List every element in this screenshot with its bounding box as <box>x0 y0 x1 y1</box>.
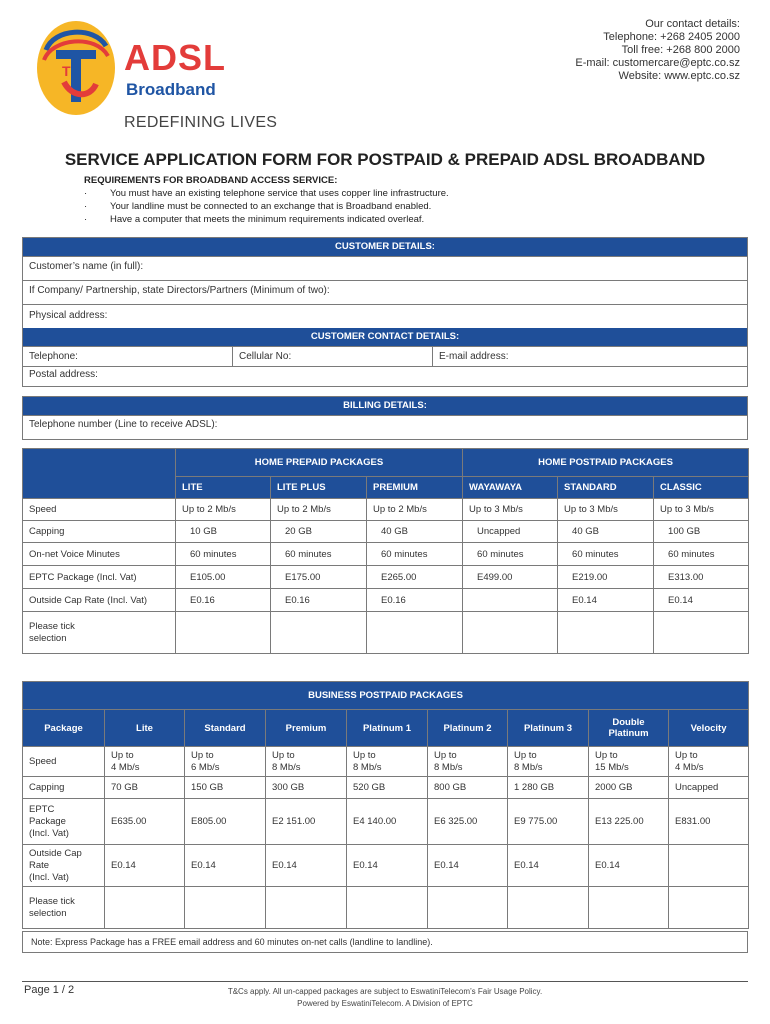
package-name: LITE PLUS <box>271 477 367 499</box>
speed-cell <box>428 747 508 777</box>
price-cell: E313.00 <box>654 566 749 589</box>
row-label <box>23 799 105 845</box>
speed-cell: Up to 2 Mb/s <box>271 499 367 521</box>
row-label: Speed <box>23 747 105 777</box>
cap-rate-cell: E0.14 <box>266 845 347 887</box>
price-cell: E4 140.00 <box>347 799 428 845</box>
cap-rate-cell: E0.14 <box>428 845 508 887</box>
minutes-cell: 60 minutes <box>463 543 558 566</box>
speed-line: 15 Mb/s <box>595 761 629 773</box>
row-label: On-net Voice Minutes <box>23 543 176 566</box>
price-cell: E265.00 <box>367 566 463 589</box>
speed-cell <box>347 747 428 777</box>
speed-line: Up to <box>191 749 214 761</box>
speed-line: 4 Mb/s <box>675 761 704 773</box>
cap-rate-cell <box>669 845 749 887</box>
capping-cell: 2000 GB <box>589 777 669 799</box>
package-name: STANDARD <box>558 477 654 499</box>
speed-cell <box>589 747 669 777</box>
capping-cell: Uncapped <box>463 521 558 543</box>
speed-line: 8 Mb/s <box>514 761 543 773</box>
table-row <box>23 845 749 887</box>
tagline: REDEFINING LIVES <box>124 114 278 131</box>
billing-details-section <box>22 396 748 440</box>
package-name: Platinum 2 <box>428 710 508 747</box>
minutes-cell: 60 minutes <box>367 543 463 566</box>
home-prepaid-header: HOME PREPAID PACKAGES <box>176 449 463 477</box>
table-row <box>23 747 749 777</box>
tick-cell-lite[interactable] <box>105 887 185 929</box>
page-number: Page 1 / 2 <box>24 984 75 996</box>
package-name: PREMIUM <box>367 477 463 499</box>
speed-line: Up to <box>675 749 698 761</box>
package-name: Lite <box>105 710 185 747</box>
requirements-title: REQUIREMENTS FOR BROADBAND ACCESS SERVICE: <box>84 175 338 186</box>
price-cell: E9 775.00 <box>508 799 589 845</box>
package-name: CLASSIC <box>654 477 749 499</box>
capping-cell: 520 GB <box>347 777 428 799</box>
tick-label-line: selection <box>29 632 67 644</box>
capping-cell: 100 GB <box>654 521 749 543</box>
tick-row <box>23 612 749 654</box>
home-corner-cell <box>23 449 176 499</box>
cap-rate-cell: E0.14 <box>558 589 654 612</box>
price-cell: E13 225.00 <box>589 799 669 845</box>
capping-cell: 40 GB <box>367 521 463 543</box>
cap-rate-cell: E0.16 <box>367 589 463 612</box>
cap-rate-cell: E0.14 <box>508 845 589 887</box>
contact-block <box>575 18 740 83</box>
logo-letter: T <box>62 63 71 79</box>
footer-text <box>0 986 770 1010</box>
row-label: Capping <box>23 777 105 799</box>
tick-cell-classic[interactable] <box>654 612 749 654</box>
row-label-line: (Incl. Vat) <box>29 871 69 883</box>
requirements <box>84 174 449 226</box>
cap-rate-cell: E0.14 <box>347 845 428 887</box>
row-label-line: Package <box>29 815 66 827</box>
row-label: Capping <box>23 521 176 543</box>
physical-address-field[interactable]: Physical address: <box>23 304 747 328</box>
tick-cell-platinum-2[interactable] <box>428 887 508 929</box>
minutes-cell: 60 minutes <box>654 543 749 566</box>
speed-cell <box>185 747 266 777</box>
tick-cell-platinum-3[interactable] <box>508 887 589 929</box>
business-header: BUSINESS POSTPAID PACKAGES <box>23 682 749 710</box>
price-cell: E831.00 <box>669 799 749 845</box>
tick-cell-standard[interactable] <box>185 887 266 929</box>
speed-line: Up to <box>595 749 618 761</box>
requirement-item: · You must have an existing telephone service that uses copper line infrastructure. <box>84 187 449 200</box>
billing-telephone-field[interactable]: Telephone number (Line to receive ADSL): <box>23 415 747 439</box>
speed-line: Up to <box>272 749 295 761</box>
table-row <box>23 521 749 543</box>
speed-cell <box>266 747 347 777</box>
speed-cell: Up to 3 Mb/s <box>558 499 654 521</box>
speed-cell <box>105 747 185 777</box>
speed-line: 4 Mb/s <box>111 761 140 773</box>
tick-cell-lite-plus[interactable] <box>271 612 367 654</box>
row-label-line: Outside Cap <box>29 847 82 859</box>
package-name: Standard <box>185 710 266 747</box>
cap-rate-cell: E0.16 <box>176 589 271 612</box>
telephone-field[interactable]: Telephone: <box>23 347 233 366</box>
email-field[interactable]: E-mail address: <box>439 351 509 362</box>
package-name: Velocity <box>669 710 749 747</box>
customer-details-section <box>22 237 748 387</box>
speed-line: Up to <box>514 749 537 761</box>
adsl-logo-icon <box>36 20 116 116</box>
price-cell: E635.00 <box>105 799 185 845</box>
package-name: WAYAWAYA <box>463 477 558 499</box>
package-name: Platinum 1 <box>347 710 428 747</box>
express-note: Note: Express Package has a FREE email address and 60 minutes on-net calls (landline to landline). <box>22 931 748 953</box>
capping-cell: Uncapped <box>669 777 749 799</box>
row-label-line: Rate <box>29 859 50 871</box>
contact-telephone: Telephone: +268 2405 2000 <box>603 31 740 43</box>
price-cell: E175.00 <box>271 566 367 589</box>
tick-cell-double-platinum[interactable] <box>589 887 669 929</box>
speed-cell <box>508 747 589 777</box>
speed-line: 8 Mb/s <box>272 761 301 773</box>
capping-cell: 70 GB <box>105 777 185 799</box>
contact-tollfree: Toll free: +268 800 2000 <box>621 44 740 56</box>
speed-cell <box>669 747 749 777</box>
package-name: Double Platinum <box>589 710 669 747</box>
minutes-cell: 60 minutes <box>176 543 271 566</box>
form-title: SERVICE APPLICATION FORM FOR POSTPAID & PREPAID ADSL BROADBAND <box>64 150 706 169</box>
requirement-item: · Have a computer that meets the minimum requirements indicated overleaf. <box>84 213 449 226</box>
speed-line: Up to <box>434 749 457 761</box>
postal-address-field[interactable]: Postal address: <box>23 366 747 386</box>
contact-title: Our contact details: <box>645 18 740 30</box>
cap-rate-cell: E0.16 <box>271 589 367 612</box>
price-cell: E219.00 <box>558 566 654 589</box>
minutes-cell: 60 minutes <box>558 543 654 566</box>
package-name: Platinum 3 <box>508 710 589 747</box>
capping-cell: 150 GB <box>185 777 266 799</box>
cap-rate-cell <box>463 589 558 612</box>
package-name: Premium <box>266 710 347 747</box>
table-row <box>23 589 749 612</box>
tick-cell-premium[interactable] <box>266 887 347 929</box>
cap-rate-cell: E0.14 <box>105 845 185 887</box>
speed-line: 8 Mb/s <box>434 761 463 773</box>
cap-rate-cell: E0.14 <box>589 845 669 887</box>
row-label: EPTC Package (Incl. Vat) <box>23 566 176 589</box>
home-postpaid-header: HOME POSTPAID PACKAGES <box>463 449 749 477</box>
tick-cell-platinum-1[interactable] <box>347 887 428 929</box>
speed-cell: Up to 3 Mb/s <box>654 499 749 521</box>
speed-cell: Up to 2 Mb/s <box>176 499 271 521</box>
table-row <box>23 799 749 845</box>
speed-line: 8 Mb/s <box>353 761 382 773</box>
price-cell: E499.00 <box>463 566 558 589</box>
tick-cell-lite[interactable] <box>176 612 271 654</box>
contact-email[interactable]: E-mail: customercare@eptc.co.sz <box>575 57 740 69</box>
row-label <box>23 845 105 887</box>
company-directors-field[interactable]: If Company/ Partnership, state Directors/Partners (Minimum of two): <box>23 280 747 304</box>
table-row <box>23 566 749 589</box>
capping-cell: 20 GB <box>271 521 367 543</box>
capping-cell: 1 280 GB <box>508 777 589 799</box>
price-cell: E2 151.00 <box>266 799 347 845</box>
minutes-cell: 60 minutes <box>271 543 367 566</box>
capping-cell: 10 GB <box>176 521 271 543</box>
speed-cell: Up to 2 Mb/s <box>367 499 463 521</box>
price-cell: E805.00 <box>185 799 266 845</box>
speed-cell: Up to 3 Mb/s <box>463 499 558 521</box>
speed-line: Up to <box>353 749 376 761</box>
speed-line: 6 Mb/s <box>191 761 220 773</box>
package-column-header: Package <box>23 710 105 747</box>
contact-website[interactable]: Website: www.eptc.co.sz <box>618 70 740 82</box>
row-label: Speed <box>23 499 176 521</box>
capping-cell: 40 GB <box>558 521 654 543</box>
package-name: LITE <box>176 477 271 499</box>
capping-cell: 300 GB <box>266 777 347 799</box>
tick-cell-velocity[interactable] <box>669 887 749 929</box>
billing-details-header: BILLING DETAILS: <box>23 397 747 415</box>
tick-label-line: selection <box>29 907 67 919</box>
price-cell: E105.00 <box>176 566 271 589</box>
table-row <box>23 543 749 566</box>
tick-label <box>23 612 176 654</box>
tick-cell-wayawaya[interactable] <box>463 612 558 654</box>
table-row <box>23 499 749 521</box>
tick-row <box>23 887 749 929</box>
requirement-item: · Your landline must be connected to an exchange that is Broadband enabled. <box>84 200 449 213</box>
footer-powered: Powered by EswatiniTelecom. A Division of EPTC <box>297 999 473 1008</box>
customer-details-header: CUSTOMER DETAILS: <box>23 238 747 256</box>
price-cell: E6 325.00 <box>428 799 508 845</box>
brand-sub: Broadband <box>126 80 216 99</box>
speed-line: Up to <box>111 749 134 761</box>
tick-label-line: Please tick <box>29 620 75 632</box>
cap-rate-cell: E0.14 <box>185 845 266 887</box>
row-label: Outside Cap Rate (Incl. Vat) <box>23 589 176 612</box>
home-packages-table <box>22 448 749 654</box>
contact-details-header: CUSTOMER CONTACT DETAILS: <box>23 328 747 346</box>
business-packages-table <box>22 681 749 929</box>
table-row <box>23 777 749 799</box>
tick-label-line: Please tick <box>29 895 75 907</box>
row-label-line: (Incl. Vat) <box>29 827 69 839</box>
cellular-field[interactable]: Cellular No: <box>233 347 433 366</box>
cap-rate-cell: E0.14 <box>654 589 749 612</box>
tick-label <box>23 887 105 929</box>
business-package-names-row <box>23 710 749 747</box>
footer-divider <box>22 981 748 982</box>
footer-terms: T&Cs apply. All un-capped packages are subject to EswatiniTelecom’s Fair Usage Policy. <box>227 987 543 996</box>
tick-cell-premium[interactable] <box>367 612 463 654</box>
customer-name-field[interactable]: Customer’s name (in full): <box>23 256 747 280</box>
row-label-line: EPTC <box>29 803 55 815</box>
capping-cell: 800 GB <box>428 777 508 799</box>
brand-name: ADSL <box>124 37 226 78</box>
tick-cell-standard[interactable] <box>558 612 654 654</box>
